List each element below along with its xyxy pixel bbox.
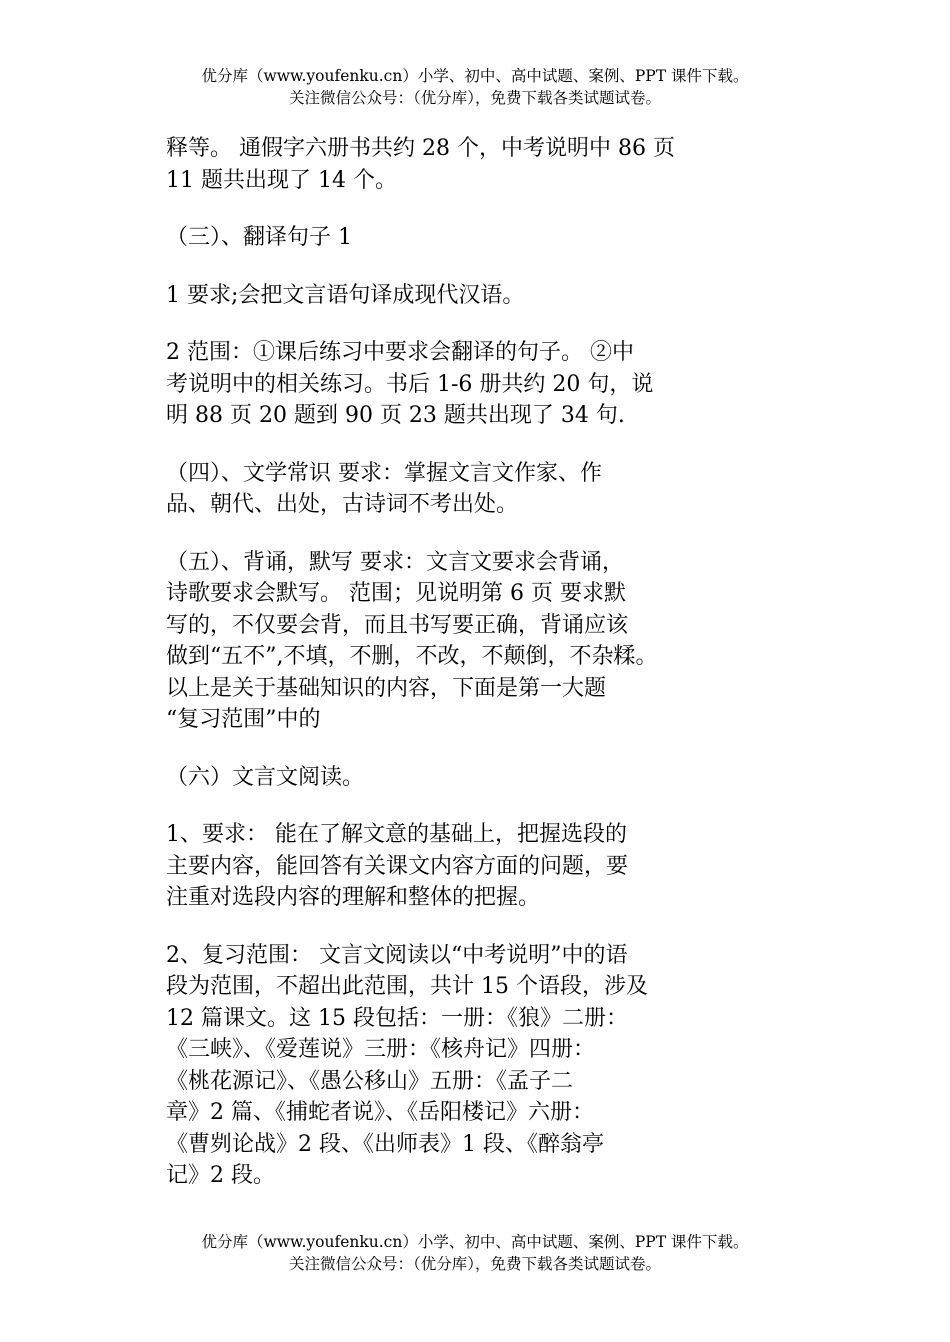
page-header (0, 65, 950, 109)
paragraph-line: （六）文言文阅读。 (166, 764, 365, 790)
paragraph (166, 458, 766, 521)
paragraph-line: 记》2 段。 (166, 1163, 275, 1188)
paragraph-line: （三）、翻译句子 1 (166, 225, 352, 250)
paragraph-line: 主要内容，能回答有关课文内容方面的问题，要 (166, 853, 629, 879)
paragraph-line: 1、要求： 能在了解文意的基础上，把握选段的 (166, 822, 627, 847)
header-line-2: 关注微信公众号：（优分库），免费下载各类试题试卷。 (288, 89, 661, 107)
paragraph-line: 以上是关于基础知识的内容，下面是第一大题 (166, 675, 607, 701)
page-footer (0, 1231, 950, 1275)
paragraph-line: 品、朝代、出处，古诗词不考出处。 (166, 492, 519, 517)
paragraph-line: 2、复习范围： 文言文阅读以“中考说明”中的语 (166, 942, 628, 968)
paragraph-line: 做到“五不”,不填，不删，不改，不颠倒，不杂糅。 (166, 644, 658, 669)
paragraph (166, 222, 766, 254)
document-body (166, 133, 766, 1218)
paragraph-line: 诗歌要求会默写。 范围；见说明第 6 页 要求默 (166, 581, 626, 606)
paragraph-line: （五）、背诵，默写 要求：文言文要求会背诵， (166, 549, 624, 575)
paragraph (166, 819, 766, 914)
paragraph (166, 280, 766, 312)
header-line-1: 优分库（www.youfenku.cn）小学、初中、高中试题、案例、PPT 课件下载。 (201, 67, 749, 85)
paragraph (166, 940, 766, 1192)
footer-line-1: 优分库（www.youfenku.cn）小学、初中、高中试题、案例、PPT 课件下载。 (201, 1233, 749, 1251)
paragraph-line: 1 要求;会把文言语句译成现代汉语。 (166, 282, 525, 308)
paragraph (166, 547, 766, 736)
paragraph-line: （四）、文学常识 要求：掌握文言文作家、作 (166, 460, 602, 486)
paragraph-line: 考说明中的相关练习。书后 1-6 册共约 20 句，说 (166, 371, 654, 397)
paragraph-line: 11 题共出现了 14 个。 (166, 167, 397, 193)
paragraph-line: 《桃花源记》、《愚公移山》五册：《孟子二 (166, 1068, 574, 1094)
paragraph-line: 2 范围：①课后练习中要求会翻译的句子。 ②中 (166, 340, 634, 365)
paragraph (166, 337, 766, 432)
paragraph-line: 《三峡》、《爱莲说》三册：《核舟记》四册： (166, 1037, 596, 1062)
paragraph-line: 明 88 页 20 题到 90 页 23 题共出现了 34 句. (166, 403, 625, 428)
paragraph-line: 释等。 通假字六册书共约 28 个，中考说明中 86 页 (166, 136, 675, 161)
paragraph-line: 注重对选段内容的理解和整体的把握。 (166, 885, 541, 910)
paragraph-line: 章》2 篇、《捕蛇者说》、《岳阳楼记》六册： (166, 1100, 594, 1125)
paragraph-line: 《曹刿论战》2 段、《出师表》1 段、《醉翁亭 (166, 1131, 604, 1157)
paragraph-line: “复习范围”中的 (166, 707, 321, 732)
paragraph (166, 762, 766, 794)
footer-line-2: 关注微信公众号：（优分库），免费下载各类试题试卷。 (288, 1255, 661, 1273)
paragraph-line: 写的，不仅要会背，而且书写要正确，背诵应该 (166, 612, 629, 638)
paragraph-line: 12 篇课文。这 15 段包括：一册：《狼》二册： (166, 1005, 628, 1031)
paragraph (166, 133, 766, 196)
paragraph-line: 段为范围，不超出此范围，共计 15 个语段，涉及 (166, 974, 648, 999)
